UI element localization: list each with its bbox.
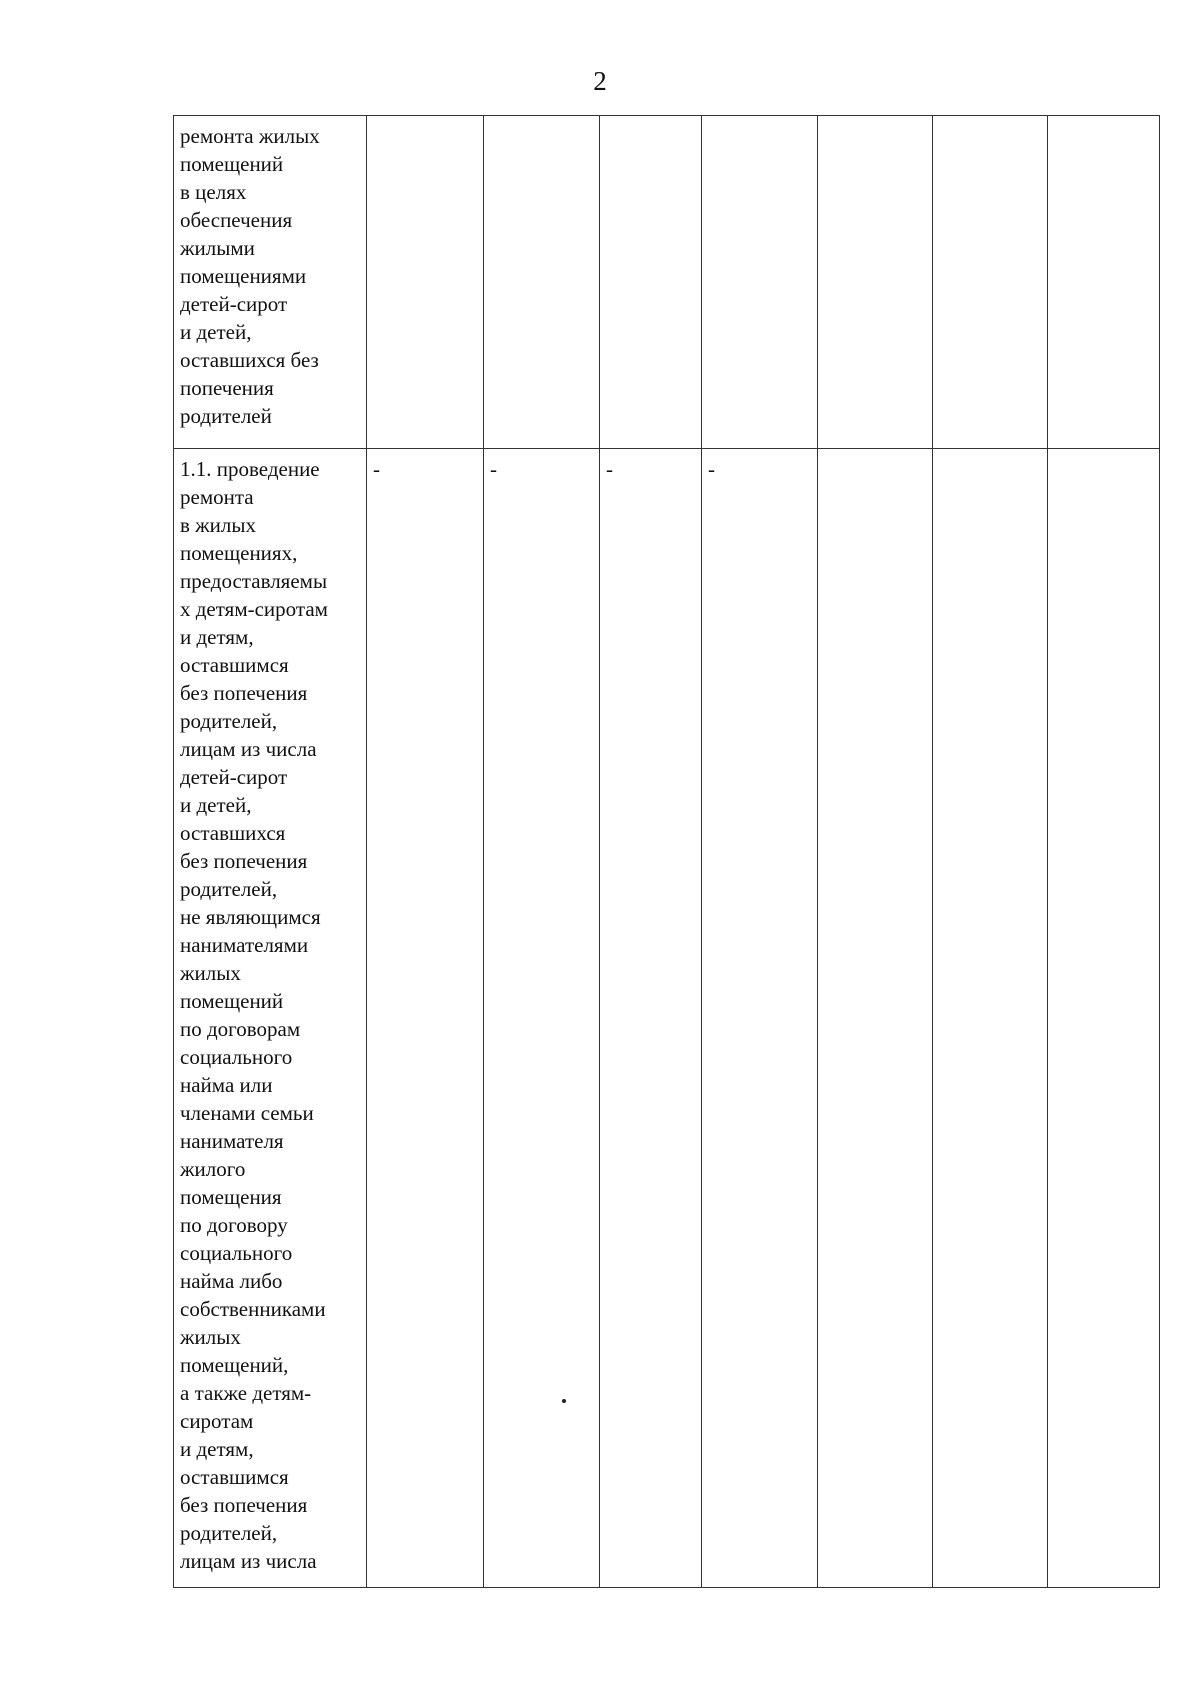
value-cell — [933, 449, 1048, 1588]
value-cell — [1048, 116, 1160, 449]
scan-speck — [562, 1399, 566, 1403]
value-cell: - — [484, 449, 600, 1588]
value-cell — [933, 116, 1048, 449]
value-cell — [600, 116, 702, 449]
value-cell: - — [367, 449, 484, 1588]
value-cell — [818, 116, 933, 449]
program-table — [173, 115, 1160, 1588]
value-cell: - — [702, 449, 818, 1588]
table-row — [174, 449, 1160, 1588]
page-number: 2 — [593, 66, 607, 96]
value-cell — [1048, 449, 1160, 1588]
value-cell — [702, 116, 818, 449]
row-label-cell: ремонта жилых помещений в целях обеспечения жилыми помещениями детей-сирот и детей, оставшихся без попечения родителей — [174, 116, 367, 449]
row-label-cell: 1.1. проведение ремонта в жилых помещениях, предоставляемы х детям-сиротам и детям, оставшимся без попечения родителей, лицам из числа детей-сирот и детей, оставшихся без попечения родителей, не являющимся нанимателями жилых помещений по договорам социального найма или членами семьи нанимателя жилого помещения по договору социального найма либо собственниками жилых помещений, а также детям- сиротам и детям, оставшимся без попечения родителей, лицам из числа — [174, 449, 367, 1588]
value-cell — [818, 449, 933, 1588]
table-row — [174, 116, 1160, 449]
value-cell — [484, 116, 600, 449]
value-cell — [367, 116, 484, 449]
value-cell: - — [600, 449, 702, 1588]
